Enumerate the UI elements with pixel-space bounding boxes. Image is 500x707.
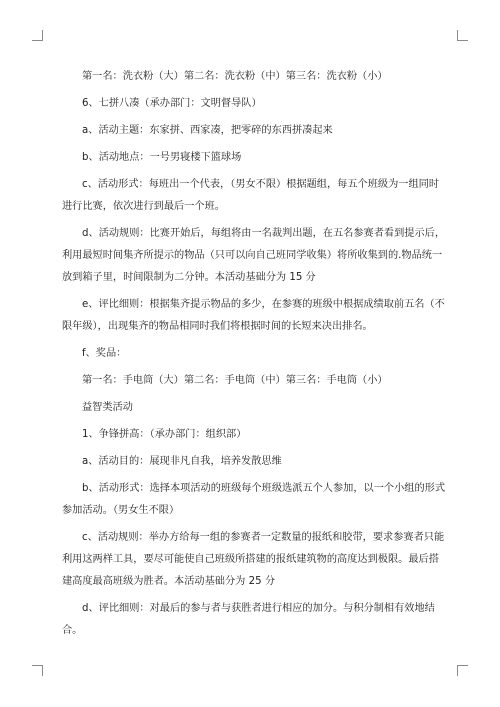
crop-mark-bottom-right	[457, 665, 468, 676]
paragraph-theme: a、活动主题：东家拼、西家凑，把零碎的东西拼凑起来	[82, 125, 333, 136]
paragraph-section-qipinbacou: 6、七拼八凑（承办部门：文明督导队）	[82, 98, 262, 109]
paragraph-prizes-heading: f、奖品：	[82, 348, 127, 359]
paragraph-prizes-laundry: 第一名：洗衣粉（大）第二名：洗衣粉（中）第三名：洗衣粉（小）	[82, 71, 388, 82]
crop-mark-top-right	[457, 30, 468, 41]
crop-mark-top-left	[32, 30, 43, 41]
crop-mark-bottom-left	[32, 665, 43, 676]
document-body	[62, 66, 449, 647]
paragraph-scoring: e、评比细则：根据集齐提示物品的多少，在参赛的班级中根据成绩取前五名（不限年级），出现集齐的物品相同时我们将根据时间的长短来决出排名。	[62, 299, 445, 332]
paragraph-format: c、活动形式：每班出一个代表，（男女不限）根据题组，每五个班级为一组同时进行比赛，依次进行到最后一个班。	[62, 179, 440, 212]
paragraph-section-puzzle-activities: 益智类活动	[82, 402, 133, 413]
paragraph-scoring-2: d、评比细则：对最后的参与者与获胜者进行相应的加分。与积分制相有效地结合。	[62, 603, 435, 636]
paragraph-form: b、活动形式：选择本项活动的班级每个班级选派五个人参加，以一个小组的形式参加活动。（男女生不限）	[62, 483, 446, 516]
paragraph-prizes-flashlight: 第一名：手电筒（大）第二名：手电筒（中）第三名：手电筒（小）	[82, 375, 388, 386]
paragraph-rules: d、活动规则：比赛开始后，每组将由一名裁判出题，在五名参赛者看到提示后，利用最短时间集齐所提示的物品（只可以向自己班同学收集）将所收集到的.物品统一放到箱子里，时间限制为二分钟。本活动基础分为 15 分	[62, 228, 446, 283]
paragraph-section-zhengfeng: 1、争锋拼高：（承办部门：组织部）	[82, 429, 247, 440]
paragraph-rules-2: c、活动规则：举办方给每一组的参赛者一定数量的报纸和胶带，要求参赛者只能利用这两样工具，要尽可能使自己班级所搭建的报纸建筑物的高度达到极限。最后搭建高度最高班级为胜者。本活动基础分为 25 分	[62, 532, 445, 587]
paragraph-purpose: a、活动目的：展现非凡自我，培养发散思维	[82, 456, 282, 467]
paragraph-location: b、活动地点：一号男寝楼下篮球场	[82, 152, 242, 163]
